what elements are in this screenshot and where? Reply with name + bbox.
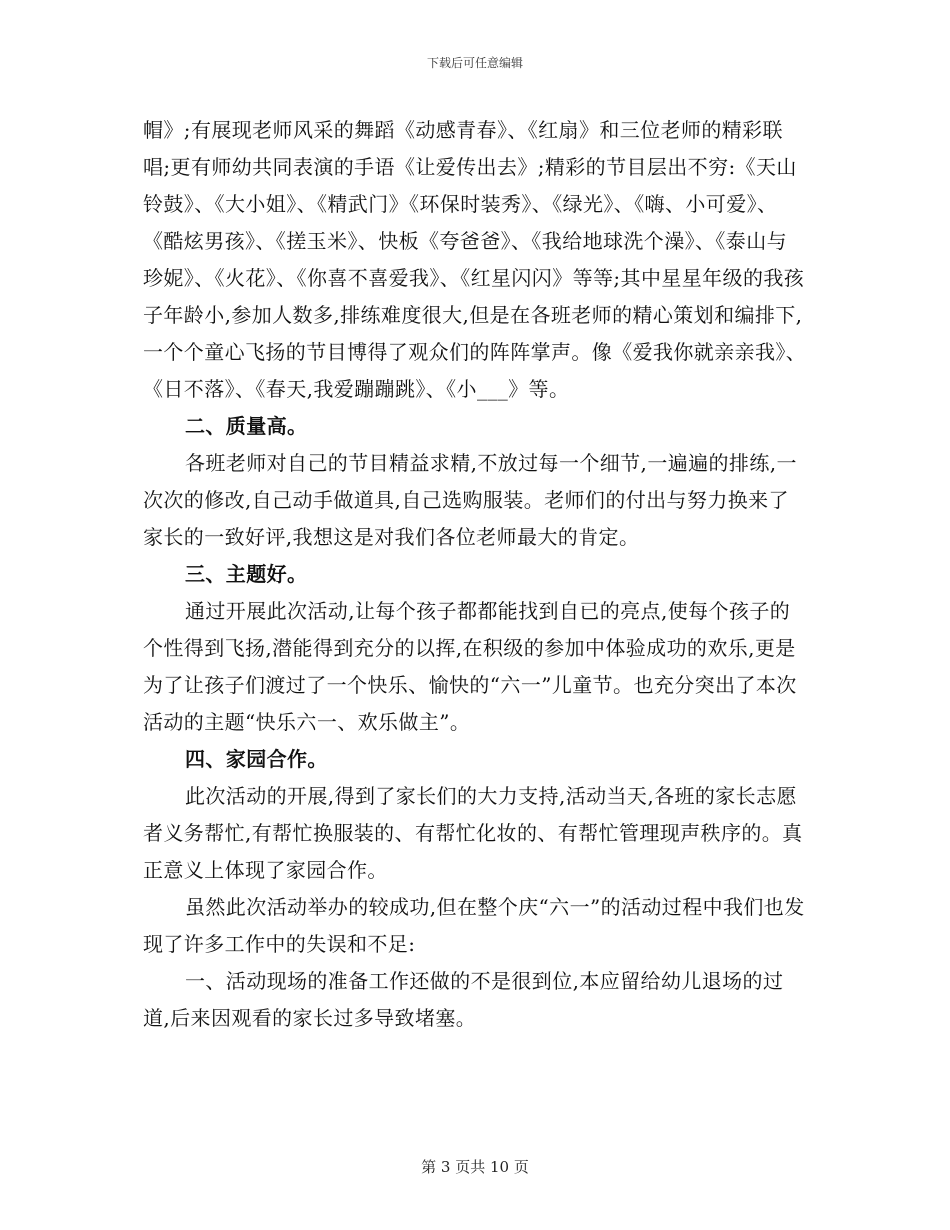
page-header: 下载后可任意编辑 — [426, 56, 523, 70]
section-heading-theme: 三、主题好。 — [185, 562, 308, 586]
paragraph-shortcomings-intro: 虽然此次活动举办的较成功,但在整个庆“六一”的活动过程中我们也发现了许多工作中的失误和不足: — [143, 895, 805, 956]
paragraph-shortcoming-1: 一、活动现场的准备工作还做的不是很到位,本应留给幼儿退场的过道,后来因观看的家长过多导致堵塞。 — [143, 969, 784, 1030]
section-heading-quality: 二、质量高。 — [185, 414, 308, 438]
paragraph-continued: 帽》;有展现老师风采的舞蹈《动感青春》、《红扇》和三位老师的精彩联唱;更有师幼共同表演的手语《让爱传出去》;精彩的节目层出不穷:《天山铃鼓》、《大小姐》、《精武门》《环保时装秀》、《绿光》、《嗨、小可爱》、《酷炫男孩》、《搓玉米》、快板《夸爸爸》、《我给地球洗个澡》、《泰山与珍妮》、《火花》、《你喜不喜爱我》、《红星闪闪》等等;其中星星年级的我孩子年龄小,参加人数多,排练难度很大,但是在各班老师的精心策划和编排下,一个个童心飞扬的节目博得了观众们的阵阵掌声。像《爱我你就亲亲我》、《日不落》、《春天,我爱蹦蹦跳》、《小___》等。 — [143, 118, 807, 401]
document-body — [143, 112, 807, 1037]
paragraph-cooperation: 此次活动的开展,得到了家长们的大力支持,活动当天,各班的家长志愿者义务帮忙,有帮忙换服装的、有帮忙化妆的、有帮忙管理现声秩序的。真正意义上体现了家园合作。 — [143, 784, 803, 882]
paragraph-quality: 各班老师对自己的节目精益求精,不放过每一个细节,一遍遍的排练,一次次的修改,自己动手做道具,自己选购服装。老师们的付出与努力换来了家长的一致好评,我想这是对我们各位老师最大的肯定。 — [143, 451, 797, 549]
paragraph-theme: 通过开展此次活动,让每个孩子都都能找到自已的亮点,使每个孩子的个性得到飞扬,潜能得到充分的以挥,在积级的参加中体验成功的欢乐,更是为了让孩子们渡过了一个快乐、愉快的“六一”儿童节。也充分突出了本次活动的主题“快乐六一、欢乐做主”。 — [143, 599, 797, 734]
section-heading-cooperation: 四、家园合作。 — [185, 747, 328, 771]
page-footer: 第 3 页共 10 页 — [421, 1158, 529, 1176]
